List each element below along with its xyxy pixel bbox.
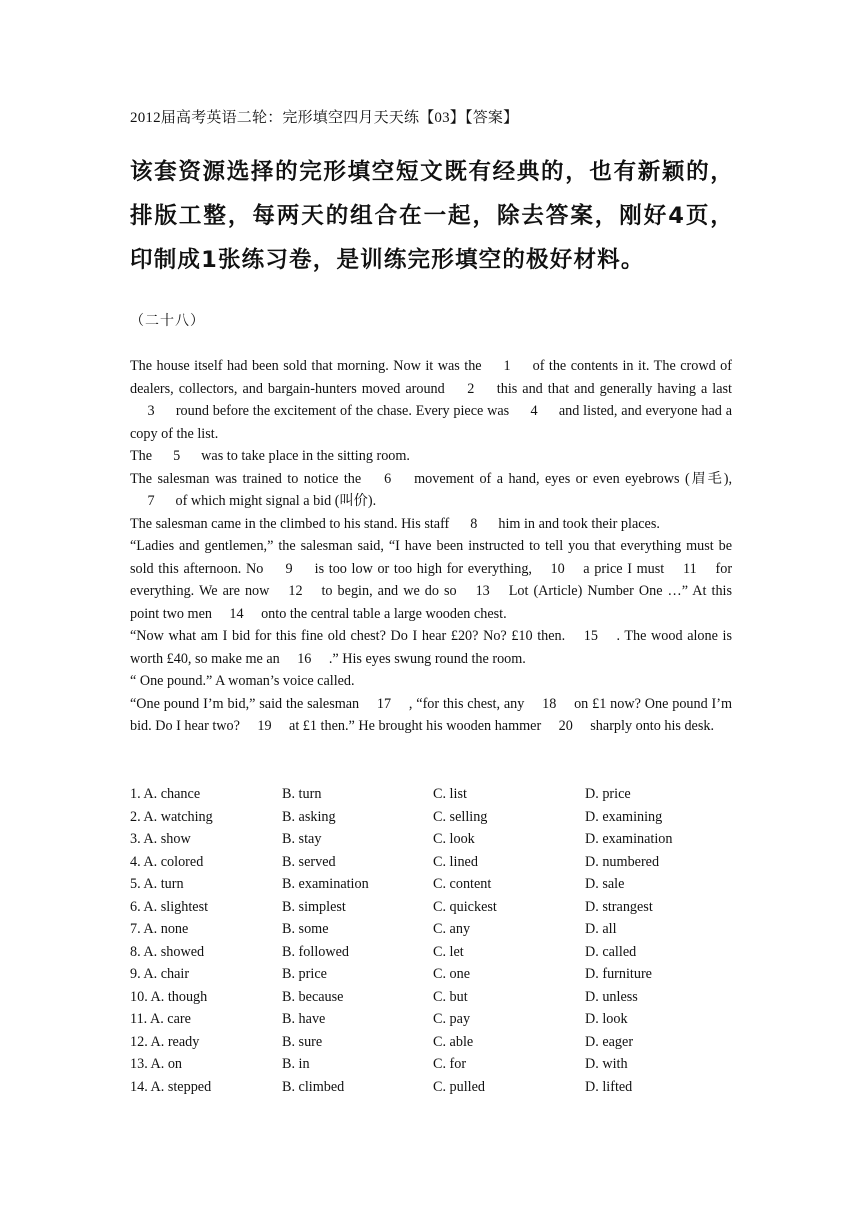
option-row <box>130 1008 740 1031</box>
option-choice: D. lifted <box>585 1078 633 1095</box>
blank-number: 1 <box>503 358 511 374</box>
option-choice: 6. A. slightest <box>130 898 209 915</box>
option-choice: C. for <box>433 1056 467 1072</box>
passage-text: for everything. We are now <box>130 560 733 599</box>
option-choice: D. called <box>585 943 637 960</box>
option-choice: 1. A. chance <box>130 786 201 802</box>
blank-number: 9 <box>285 560 293 577</box>
blank-number: 10 <box>550 560 565 577</box>
passage-text: this and that and generally having a last <box>496 380 733 397</box>
passage-text: at £1 then.” He brought his wooden hammer <box>289 718 542 734</box>
answer-options <box>130 783 740 1098</box>
option-choice: 12. A. ready <box>130 1033 200 1050</box>
option-choice: C. selling <box>433 808 488 825</box>
option-choice: C. but <box>433 988 468 1005</box>
blank-number: 11 <box>683 560 697 577</box>
option-choice: C. able <box>433 1033 474 1050</box>
option-row <box>130 986 740 1009</box>
option-choice: 5. A. turn <box>130 876 184 892</box>
passage-text: on £1 now? One pound I’m bid. Do I hear two? <box>130 695 733 734</box>
option-choice: 2. A. watching <box>130 808 213 825</box>
option-row <box>130 851 740 874</box>
option-choice: D. examination <box>585 831 673 847</box>
option-choice: D. with <box>585 1056 628 1072</box>
option-row <box>130 873 740 896</box>
passage-text: Lot (Article) Number One …” At this point two men <box>130 583 733 622</box>
option-choice: D. furniture <box>585 966 652 982</box>
option-row <box>130 806 740 829</box>
option-choice: B. asking <box>282 808 336 825</box>
passage-text: The house itself had been sold that morning. Now it was the <box>130 358 482 374</box>
option-choice: D. examining <box>585 808 663 825</box>
passage-paragraph <box>130 625 732 670</box>
passage-paragraph <box>130 445 732 468</box>
blank-number: 4 <box>530 403 538 419</box>
option-choice: B. sure <box>282 1033 323 1050</box>
passage-text: sharply onto his desk. <box>590 718 715 734</box>
option-choice: C. list <box>433 786 467 802</box>
option-choice: D. strangest <box>585 898 653 915</box>
blank-number: 5 <box>173 448 181 464</box>
blank-number: 14 <box>229 605 244 622</box>
passage-text: to begin, and we do so <box>321 583 457 599</box>
option-choice: D. all <box>585 921 617 937</box>
passage-text: . The wood alone is worth £40, so make me an <box>130 628 732 667</box>
passage-paragraph <box>130 468 732 513</box>
passage-text: was to take place in the sitting room. <box>201 448 410 464</box>
passage-paragraph <box>130 693 732 738</box>
document-title: 2012届高考英语二轮：完形填空四月天天练【03】【答案】 <box>130 110 519 126</box>
option-choice: C. content <box>433 876 492 892</box>
option-choice: C. lined <box>433 853 478 870</box>
blank-number: 17 <box>376 695 392 712</box>
passage-text: , “for this chest, any <box>408 695 525 712</box>
blank-number: 15 <box>583 628 598 644</box>
option-choice: C. quickest <box>433 898 497 915</box>
passage-text: The <box>130 448 153 464</box>
option-choice: B. turn <box>282 786 322 802</box>
option-choice: B. examination <box>282 876 369 892</box>
option-choice: D. eager <box>585 1033 634 1050</box>
section-label: （二十八） <box>130 314 205 329</box>
option-choice: 13. A. on <box>130 1056 183 1072</box>
option-choice: B. simplest <box>282 898 346 915</box>
option-choice: 7. A. none <box>130 921 189 937</box>
option-choice: 9. A. chair <box>130 966 190 982</box>
blank-number: 2 <box>467 380 475 397</box>
passage-text: him in and took their places. <box>498 515 660 532</box>
option-choice: D. sale <box>585 876 625 892</box>
option-choice: B. served <box>282 853 336 870</box>
option-choice: B. followed <box>282 943 349 960</box>
option-choice: C. pulled <box>433 1078 486 1095</box>
intro-paragraph: 该套资源选择的完形填空短文既有经典的，也有新颖的，排版工整，每两天的组合在一起，除去答案，刚好4页，印制成1张练习卷，是训练完形填空的极好材料。 <box>130 159 734 273</box>
option-row <box>130 896 740 919</box>
option-row <box>130 783 740 806</box>
blank-number: 19 <box>257 718 272 734</box>
passage-paragraph <box>130 670 732 693</box>
passage-text: is too low or too high for everything, <box>314 560 532 577</box>
passage-text: “Ladies and gentlemen,” the salesman said, “I have been instructed to tell you that everything must be sold this afternoon. No <box>130 538 732 577</box>
cloze-passage <box>130 355 732 738</box>
passage-paragraph <box>130 535 732 625</box>
option-row <box>130 918 740 941</box>
option-row <box>130 1031 740 1054</box>
option-row <box>130 828 740 851</box>
blank-number: 7 <box>147 493 155 509</box>
option-choice: B. because <box>282 988 344 1005</box>
option-row <box>130 963 740 986</box>
option-choice: B. have <box>282 1011 326 1027</box>
option-choice: C. look <box>433 831 475 847</box>
option-choice: C. let <box>433 943 464 960</box>
option-choice: C. pay <box>433 1011 471 1027</box>
passage-text: The salesman came in the climbed to his stand. His staff <box>130 515 450 532</box>
option-choice: 8. A. showed <box>130 943 205 960</box>
option-choice: B. climbed <box>282 1078 345 1095</box>
option-row <box>130 1076 740 1099</box>
passage-text: of which might signal a bid (叫价). <box>175 493 377 509</box>
option-choice: B. some <box>282 921 329 937</box>
option-choice: D. unless <box>585 988 638 1005</box>
passage-text: “One pound I’m bid,” said the salesman <box>130 695 360 712</box>
blank-number: 12 <box>288 583 303 599</box>
option-choice: D. numbered <box>585 853 660 870</box>
blank-number: 3 <box>147 403 155 419</box>
option-choice: B. in <box>282 1056 310 1072</box>
blank-number: 20 <box>558 718 573 734</box>
passage-paragraph <box>130 355 732 445</box>
passage-text: movement of a hand, eyes or even eyebrows (眉毛), <box>414 470 733 487</box>
option-choice: B. price <box>282 966 327 982</box>
option-row <box>130 941 740 964</box>
passage-text: “ One pound.” A woman’s voice called. <box>130 673 355 689</box>
blank-number: 16 <box>297 650 312 667</box>
passage-text: onto the central table a large wooden chest. <box>261 605 507 622</box>
option-choice: 14. A. stepped <box>130 1078 212 1095</box>
blank-number: 8 <box>470 515 478 532</box>
blank-number: 13 <box>475 583 490 599</box>
blank-number: 6 <box>384 470 392 487</box>
passage-paragraph <box>130 513 732 536</box>
option-choice: D. price <box>585 786 631 802</box>
option-choice: 10. A. though <box>130 988 208 1005</box>
option-choice: C. any <box>433 921 471 937</box>
passage-text: .” His eyes swung round the room. <box>328 650 526 667</box>
option-choice: B. stay <box>282 831 322 847</box>
blank-number: 18 <box>542 695 557 712</box>
option-choice: 11. A. care <box>130 1011 191 1027</box>
option-choice: 3. A. show <box>130 831 191 847</box>
passage-text: round before the excitement of the chase. Every piece was <box>175 403 510 419</box>
option-choice: C. one <box>433 966 471 982</box>
option-choice: D. look <box>585 1011 628 1027</box>
option-row <box>130 1053 740 1076</box>
passage-text: and listed, and everyone had a copy of the list. <box>130 403 732 442</box>
passage-text: a price I must <box>583 560 665 577</box>
passage-text: “Now what am I bid for this fine old chest? Do I hear £20? No? £10 then. <box>130 628 566 644</box>
option-choice: 4. A. colored <box>130 853 204 870</box>
passage-text: The salesman was trained to notice the <box>130 470 362 487</box>
passage-text: of the contents in it. The crowd of dealers, collectors, and bargain-hunters moved around <box>130 358 732 397</box>
